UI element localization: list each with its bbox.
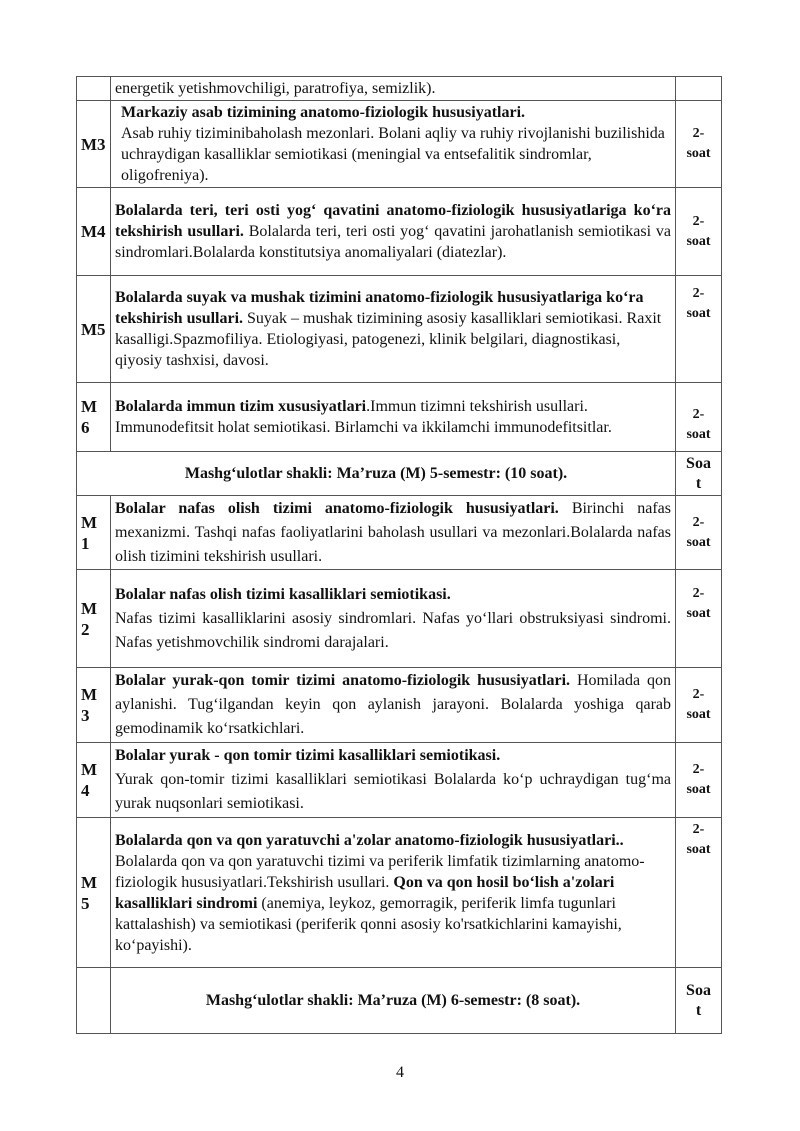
row-code: M5	[77, 276, 111, 383]
row-code: M 4	[77, 743, 111, 818]
section-empty-cell	[77, 968, 111, 1034]
section-hours-header: Soa t	[676, 452, 722, 496]
row-hours: 2- soat	[676, 743, 722, 818]
row-code: M 2	[77, 570, 111, 668]
row-text: Yurak qon-tomir tizimi kasalliklari semiotikasi Bolalarda ko‘p uchraydigan tug‘ma yurak nuqsonlari semiotikasi.	[115, 771, 671, 812]
section-header-row	[77, 968, 722, 1034]
row-title: Bolalarda immun tizim xususiyatlari	[115, 398, 367, 415]
table-row	[77, 743, 722, 818]
row-hours: 2- soat	[676, 101, 722, 188]
table-row	[77, 276, 722, 383]
table-row	[77, 188, 722, 276]
row-text: .Immun tizimni tekshirish usullari. Immunodefitsit holat semiotikasi. Birlamchi va ikkilamchi immunodefitsitlar.	[115, 398, 612, 436]
row-title: Bolalar yurak-qon tomir tizimi anatomo-fiziologik hususiyatlari.	[115, 672, 571, 689]
row-content	[111, 818, 676, 968]
row-title: Bolalarda suyak va mushak tizimini anatomo-fiziologik hususiyatlariga ko‘ra tekshirish usullari.	[115, 289, 644, 327]
row-hours: 2- soat	[676, 188, 722, 276]
row-content	[111, 188, 676, 276]
row-title: Bolalarda teri, teri osti yog‘ qavatini anatomo-fiziologik hususiyatlariga ko‘ra tekshirish usullari.	[115, 202, 671, 240]
row-content	[111, 570, 676, 668]
row-hours: 2- soat	[676, 818, 722, 968]
row-text: energetik yetishmovchiligi, paratrofiya, semizlik).	[115, 80, 436, 97]
section-title: Mashg‘ulotlar shakli: Ma’ruza (M) 5-semestr: (10 soat).	[77, 452, 676, 496]
row-text: Asab ruhiy tiziminibaholash mezonlari. Bolani aqliy va ruhiy rivojlanishi buzilishida uchraydigan kasalliklar semiotikasi (meningial va entsefalitik sindromlar, oligofreniya).	[121, 125, 665, 184]
table-row	[77, 570, 722, 668]
row-code: M3	[77, 101, 111, 188]
row-hours: 2- soat	[676, 496, 722, 570]
row-content	[111, 276, 676, 383]
row-content	[111, 101, 676, 188]
row-text-2: Nafas yetishmovchilik sindromi darajalari.	[115, 633, 389, 651]
row-code	[77, 77, 111, 101]
syllabus-table	[76, 76, 721, 1034]
table-row	[77, 101, 722, 188]
row-code: M 3	[77, 668, 111, 743]
row-code: M 1	[77, 496, 111, 570]
row-hours	[676, 77, 722, 101]
row-content	[111, 668, 676, 743]
section-hours-header: Soa t	[676, 968, 722, 1034]
section-title: Mashg‘ulotlar shakli: Ma’ruza (M) 6-semestr: (8 soat).	[111, 968, 676, 1034]
row-text: Bolalarda teri, teri osti yog‘ qavatini jarohatlanish semiotikasi va sindromlari.Bolalarda konstitutsiya anomaliyalari (diatezlar).	[115, 223, 672, 261]
section-header-row	[77, 452, 722, 496]
table-row	[77, 668, 722, 743]
row-hours: 2- soat	[676, 383, 722, 452]
row-code: M4	[77, 188, 111, 276]
row-content	[111, 496, 676, 570]
row-text: Nafas tizimi kasalliklarini asosiy sindromlari. Nafas yo‘llari obstruksiyasi sindromi.	[115, 609, 671, 627]
row-title: Bolalar nafas olish tizimi kasalliklari semiotikasi.	[115, 585, 451, 603]
row-hours: 2- soat	[676, 668, 722, 743]
row-code: M 6	[77, 383, 111, 452]
row-title-2: Qon va qon hosil bo‘lish a'zolari kasalliklari sindromi	[115, 873, 615, 912]
row-text: Homilada qon aylanishi. Tug‘ilgandan keyin qon aylanish jarayoni. Bolalarda yoshiga qarab gemodinamik ko‘rsatkichlari.	[115, 672, 672, 737]
table-row	[77, 496, 722, 570]
row-title: Markaziy asab tizimining anatomo-fiziologik hususiyatlari.	[121, 104, 526, 121]
row-title: Bolalar yurak - qon tomir tizimi kasalliklari semiotikasi.	[115, 747, 501, 764]
row-text: Suyak – mushak tizimining asosiy kasalliklari semiotikasi. Raxit kasalligi.Spazmofiliya. Etiologiyasi, patogenezi, klinik belgilari, diagnostikasi, qiyosiy tashxisi, davosi.	[115, 310, 662, 369]
table-row	[77, 77, 722, 101]
table-row	[77, 818, 722, 968]
row-text: Birinchi nafas mexanizmi. Tashqi nafas faoliyatlarini baholash usullari va mezonlari.Bolalarda nafas olish tizimini tekshirish usullari.	[115, 499, 672, 565]
table-row	[77, 383, 722, 452]
row-content	[111, 77, 676, 101]
row-content	[111, 383, 676, 452]
row-title: Bolalarda qon va qon yaratuvchi a'zolar anatomo-fiziologik hususiyatlari..	[115, 831, 624, 849]
row-hours: 2- soat	[676, 276, 722, 383]
row-text-2: (anemiya, leykoz, gemorragik, periferik limfa tugunlari kattalashish) va semiotikasi (periferik qonni asosiy ko'rsatkichlarini kamayishi, ko‘payishi).	[115, 894, 622, 954]
row-title: Bolalar nafas olish tizimi anatomo-fiziologik hususiyatlari.	[115, 499, 559, 517]
row-text: Bolalarda qon va qon yaratuvchi tizimi va periferik limfatik tizimlarning anatomo-fiziologik hususiyatlari.Tekshirish usullari.	[115, 852, 645, 891]
page-number: 4	[396, 1064, 404, 1081]
row-content	[111, 743, 676, 818]
row-hours: 2- soat	[676, 570, 722, 668]
row-code: M 5	[77, 818, 111, 968]
